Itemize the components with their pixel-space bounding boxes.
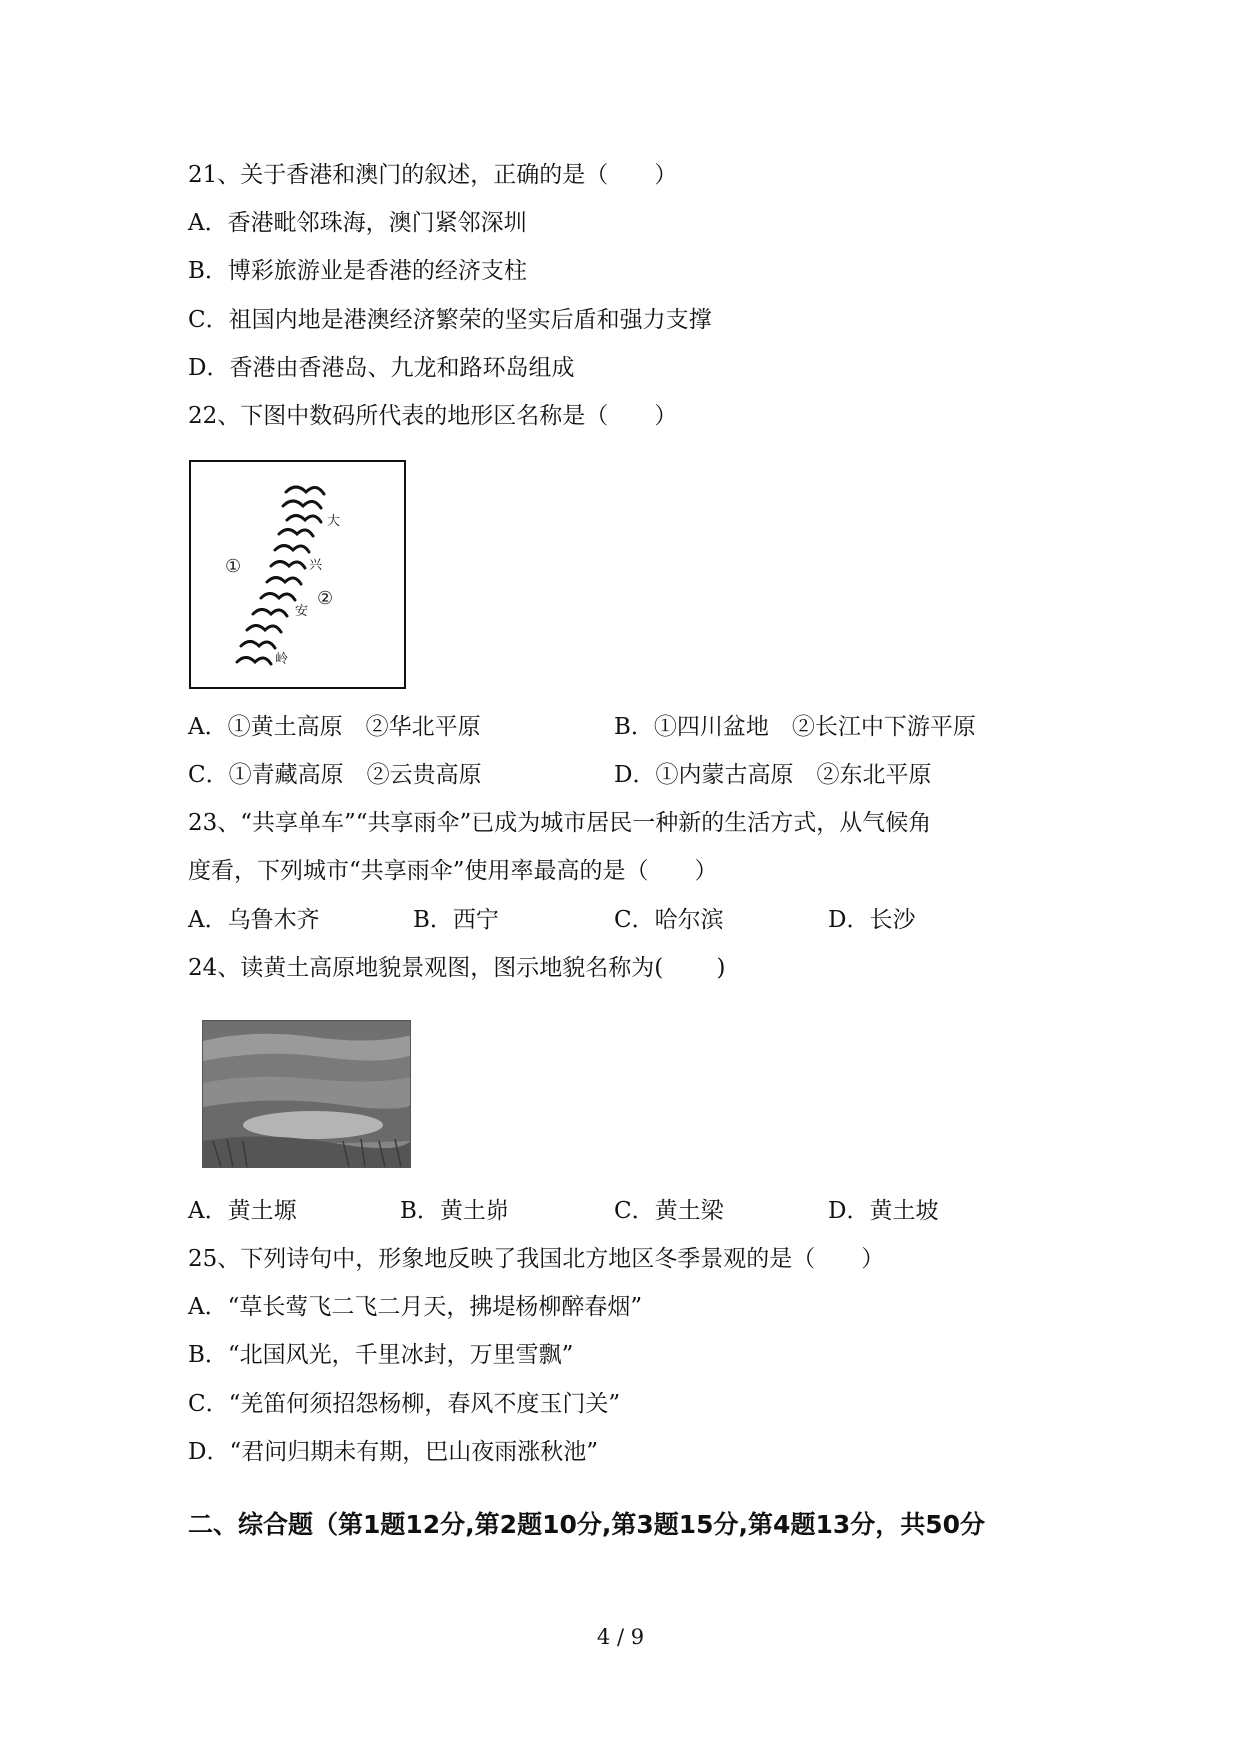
map-char-da: 大	[327, 514, 341, 529]
map-char-an: 安	[295, 604, 309, 619]
q24-option-b: B．黄土峁	[400, 1198, 509, 1224]
q21-option-a: A．香港毗邻珠海，澳门紧邻深圳	[188, 210, 527, 236]
q21-stem: 21、关于香港和澳门的叙述，正确的是（ ）	[188, 162, 678, 188]
q22-stem: 22、下图中数码所代表的地形区名称是（ ）	[188, 403, 678, 429]
q21-option-d: D．香港由香港岛、九龙和路环岛组成	[188, 355, 575, 381]
q23-option-c: C．哈尔滨	[614, 907, 724, 933]
q23-option-d: D．长沙	[828, 907, 916, 933]
q22-option-c: C．①青藏高原 ②云贵高原	[188, 762, 482, 788]
q24-option-c: C．黄土梁	[614, 1198, 724, 1224]
map-label-1: ①	[225, 556, 242, 577]
map-char-xing: 兴	[309, 558, 323, 573]
map-char-ling: 岭	[275, 652, 289, 667]
q23-stem-line1: 23、“共享单车”“共享雨伞”已成为城市居民一种新的生活方式，从气候角	[188, 810, 932, 836]
q23-option-a: A．乌鲁木齐	[188, 907, 320, 933]
q22-option-b: B．①四川盆地 ②长江中下游平原	[614, 714, 976, 740]
q24-stem: 24、读黄土高原地貌景观图，图示地貌名称为( )	[188, 955, 726, 981]
section-heading: 二、综合题（第1题12分,第2题10分,第3题15分,第4题13分，共50分	[188, 1510, 986, 1539]
q25-option-d: D．“君问归期未有期，巴山夜雨涨秋池”	[188, 1439, 598, 1465]
q25-option-b: B．“北国风光，千里冰封，万里雪飘”	[188, 1342, 574, 1368]
q23-stem-line2: 度看，下列城市“共享雨伞”使用率最高的是（ ）	[188, 858, 718, 884]
q23-option-b: B．西宁	[413, 907, 499, 933]
q25-stem: 25、下列诗句中，形象地反映了我国北方地区冬季景观的是（ ）	[188, 1246, 885, 1272]
q24-option-d: D．黄土坡	[828, 1198, 939, 1224]
q25-option-a: A．“草长莺飞二飞二月天，拂堤杨柳醉春烟”	[188, 1294, 643, 1320]
q21-option-b: B．博彩旅游业是香港的经济支柱	[188, 258, 527, 284]
map-label-2: ②	[317, 588, 334, 609]
q24-option-a: A．黄土塬	[188, 1198, 297, 1224]
q25-option-c: C．“羌笛何须招怨杨柳，春风不度玉门关”	[188, 1391, 621, 1417]
q22-terrain-map	[189, 460, 406, 689]
q24-landform-photo	[202, 1020, 411, 1168]
page-number: 4 / 9	[596, 1625, 645, 1649]
mountain-range-drawing	[191, 462, 406, 689]
q21-option-c: C．祖国内地是港澳经济繁荣的坚实后盾和强力支撑	[188, 307, 712, 333]
q22-option-a: A．①黄土高原 ②华北平原	[188, 714, 481, 740]
q22-option-d: D．①内蒙古高原 ②东北平原	[614, 762, 932, 788]
